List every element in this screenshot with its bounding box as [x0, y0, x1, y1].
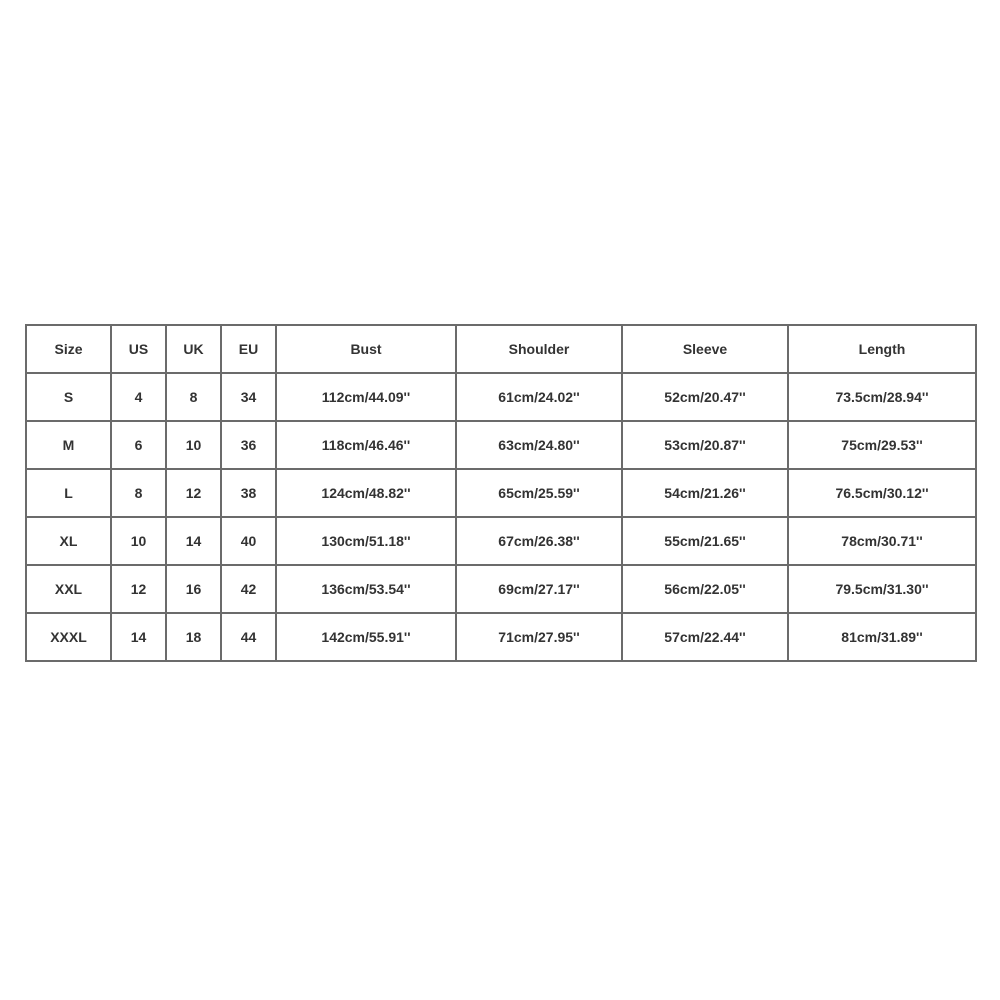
cell-size: XL	[26, 517, 111, 565]
cell-us: 12	[111, 565, 166, 613]
cell-shoulder: 63cm/24.80''	[456, 421, 622, 469]
cell-us: 6	[111, 421, 166, 469]
cell-shoulder: 65cm/25.59''	[456, 469, 622, 517]
cell-uk: 18	[166, 613, 221, 661]
column-header-length: Length	[788, 325, 976, 373]
cell-size: S	[26, 373, 111, 421]
column-header-size: Size	[26, 325, 111, 373]
cell-length: 76.5cm/30.12''	[788, 469, 976, 517]
cell-shoulder: 69cm/27.17''	[456, 565, 622, 613]
column-header-shoulder: Shoulder	[456, 325, 622, 373]
cell-eu: 40	[221, 517, 276, 565]
cell-uk: 12	[166, 469, 221, 517]
header-row	[26, 325, 976, 373]
cell-sleeve: 54cm/21.26''	[622, 469, 788, 517]
cell-uk: 10	[166, 421, 221, 469]
cell-bust: 118cm/46.46''	[276, 421, 456, 469]
column-header-uk: UK	[166, 325, 221, 373]
cell-sleeve: 56cm/22.05''	[622, 565, 788, 613]
cell-length: 79.5cm/31.30''	[788, 565, 976, 613]
cell-bust: 136cm/53.54''	[276, 565, 456, 613]
cell-size: M	[26, 421, 111, 469]
cell-length: 78cm/30.71''	[788, 517, 976, 565]
cell-eu: 42	[221, 565, 276, 613]
cell-shoulder: 61cm/24.02''	[456, 373, 622, 421]
cell-uk: 14	[166, 517, 221, 565]
cell-sleeve: 55cm/21.65''	[622, 517, 788, 565]
cell-shoulder: 71cm/27.95''	[456, 613, 622, 661]
cell-bust: 142cm/55.91''	[276, 613, 456, 661]
cell-us: 4	[111, 373, 166, 421]
cell-eu: 38	[221, 469, 276, 517]
table-row	[26, 421, 976, 469]
cell-shoulder: 67cm/26.38''	[456, 517, 622, 565]
cell-length: 75cm/29.53''	[788, 421, 976, 469]
cell-length: 73.5cm/28.94''	[788, 373, 976, 421]
cell-sleeve: 57cm/22.44''	[622, 613, 788, 661]
cell-sleeve: 53cm/20.87''	[622, 421, 788, 469]
table-row	[26, 373, 976, 421]
column-header-eu: EU	[221, 325, 276, 373]
cell-uk: 8	[166, 373, 221, 421]
cell-us: 8	[111, 469, 166, 517]
cell-eu: 36	[221, 421, 276, 469]
cell-bust: 130cm/51.18''	[276, 517, 456, 565]
column-header-bust: Bust	[276, 325, 456, 373]
cell-eu: 44	[221, 613, 276, 661]
cell-bust: 112cm/44.09''	[276, 373, 456, 421]
cell-sleeve: 52cm/20.47''	[622, 373, 788, 421]
cell-us: 10	[111, 517, 166, 565]
table-row	[26, 517, 976, 565]
table-row	[26, 613, 976, 661]
table-row	[26, 469, 976, 517]
cell-us: 14	[111, 613, 166, 661]
cell-size: XXL	[26, 565, 111, 613]
cell-uk: 16	[166, 565, 221, 613]
column-header-sleeve: Sleeve	[622, 325, 788, 373]
cell-eu: 34	[221, 373, 276, 421]
cell-length: 81cm/31.89''	[788, 613, 976, 661]
column-header-us: US	[111, 325, 166, 373]
size-chart-table	[25, 324, 977, 662]
table-row	[26, 565, 976, 613]
cell-size: L	[26, 469, 111, 517]
cell-size: XXXL	[26, 613, 111, 661]
cell-bust: 124cm/48.82''	[276, 469, 456, 517]
